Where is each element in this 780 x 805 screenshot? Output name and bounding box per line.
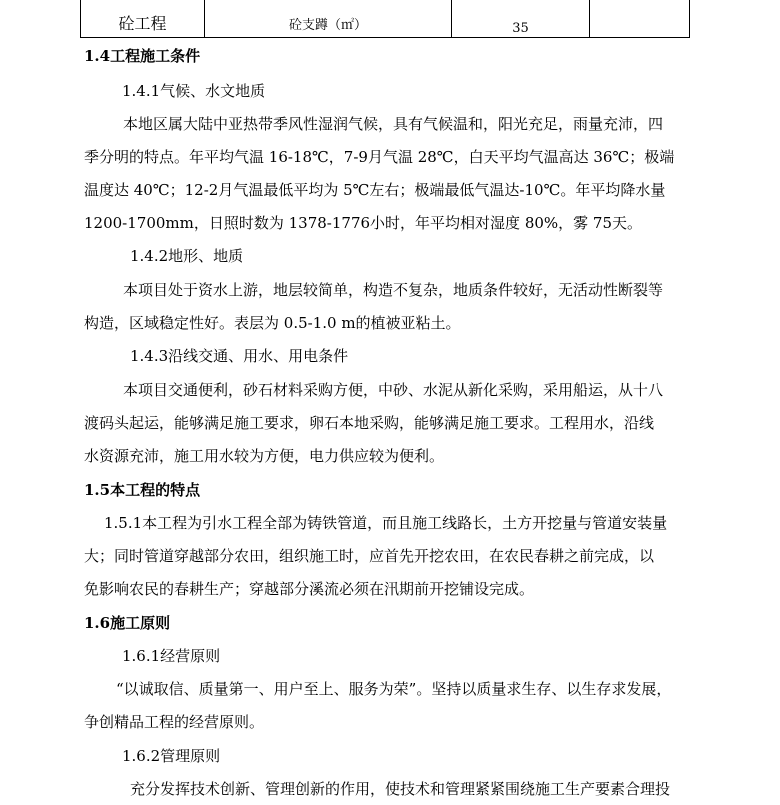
paragraph-line: 构造，区域稳定性好。表层为 0.5-1.0 m的植被亚粘土。 [84,314,461,332]
paragraph-line: “以诚取信、质量第一、用户至上、服务为荣”。坚持以质量求生存、以生存求发展， [116,680,672,698]
subsection-heading-1-6-1: 1.6.1经营原则 [122,647,221,665]
paragraph-line: 充分发挥技术创新、管理创新的作用，使技术和管理紧紧围绕施工生产要素合理投 [130,780,671,798]
paragraph-line: 免影响农民的春耕生产；穿越部分溪流必须在汛期前开挖铺设完成。 [84,580,535,598]
paragraph-line: 水资源充沛，施工用水较为方便，电力供应较为便利。 [84,447,445,465]
paragraph-line: 本地区属大陆中亚热带季风性湿润气候，具有气候温和，阳光充足，雨量充沛，四 [123,115,664,133]
table-cell-item: 砼工程 [81,0,205,38]
section-heading-1-6: 1.6施工原则 [84,614,171,632]
table-cell-spec: 砼支蹲（㎡） [205,0,452,38]
table-cell-note [590,0,690,38]
paragraph-line: 争创精品工程的经营原则。 [84,713,265,731]
subsection-heading-1-6-2: 1.6.2管理原则 [122,747,221,765]
paragraph-line: 本项目交通便利，砂石材料采购方便，中砂、水泥从新化采购，采用船运，从十八 [123,381,664,399]
table-row [81,0,690,38]
paragraph-line: 1.5.1本工程为引水工程全部为铸铁管道，而且施工线路长，土方开挖量与管道安装量 [104,514,668,532]
paragraph-line: 本项目处于资水上游，地层较简单，构造不复杂，地质条件较好，无活动性断裂等 [123,281,664,299]
quantity-table-fragment [80,0,690,38]
subsection-heading-1-4-2: 1.4.2地形、地质 [130,247,244,265]
section-heading-1-4: 1.4工程施工条件 [84,47,201,65]
section-heading-1-5: 1.5本工程的特点 [84,481,201,499]
subsection-heading-1-4-3: 1.4.3沿线交通、用水、用电条件 [130,347,349,365]
paragraph-line: 季分明的特点。年平均气温 16-18℃，7-9月气温 28℃，白天平均气温高达 36℃；极端 [84,148,675,166]
paragraph-line: 渡码头起运，能够满足施工要求，卵石本地采购，能够满足施工要求。工程用水，沿线 [84,414,655,432]
paragraph-line: 温度达 40℃；12-2月气温最低平均为 5℃左右；极端最低气温达-10℃。年平均降水量 [84,181,666,199]
paragraph-line: 1200-1700mm，日照时数为 1378-1776小时，年平均相对湿度 80%，雾 75天。 [84,214,643,232]
paragraph-line: 大；同时管道穿越部分农田，组织施工时，应首先开挖农田，在农民春耕之前完成，以 [84,547,655,565]
subsection-heading-1-4-1: 1.4.1气候、水文地质 [122,82,266,100]
table-cell-quantity: 35 [452,0,590,38]
